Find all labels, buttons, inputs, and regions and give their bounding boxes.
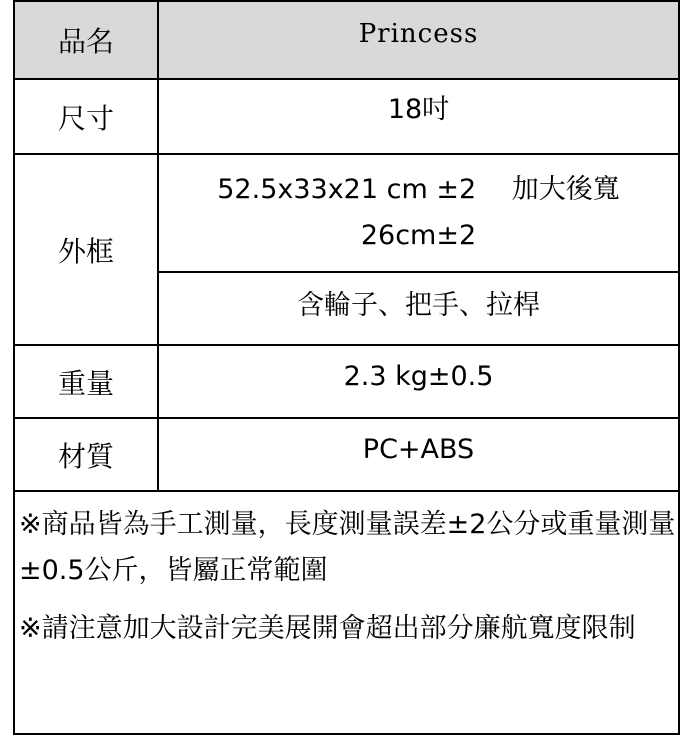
row-divider [15,490,678,492]
notes-section [19,502,679,664]
label-material: 材質 [57,439,114,473]
spec-table [13,0,680,735]
value-frame-line2: 26cm±2 [360,220,477,251]
label-product-name: 品名 [57,25,114,58]
value-size: 18吋 [387,94,450,125]
value-product-name: Princess [358,19,479,49]
value-material: PC+ABS [362,434,475,465]
note-expansion: ※請注意加大設計完美展開會超出部分廉航寬度限制 [19,613,636,644]
label-size: 尺寸 [57,101,114,135]
label-weight: 重量 [57,366,114,400]
value-frame-line1: 52.5x33x21 cm ±2 加大後寬 [217,174,620,205]
label-frame: 外框 [57,234,114,268]
value-frame-includes: 含輪子、把手、拉桿 [297,290,540,321]
note-measurement: ※商品皆為手工測量，長度測量誤差±2公分或重量測量±0.5公斤，皆屬正常範圍 [19,509,676,586]
value-frame-dimensions [159,155,678,271]
value-weight: 2.3 kg±0.5 [343,361,494,392]
